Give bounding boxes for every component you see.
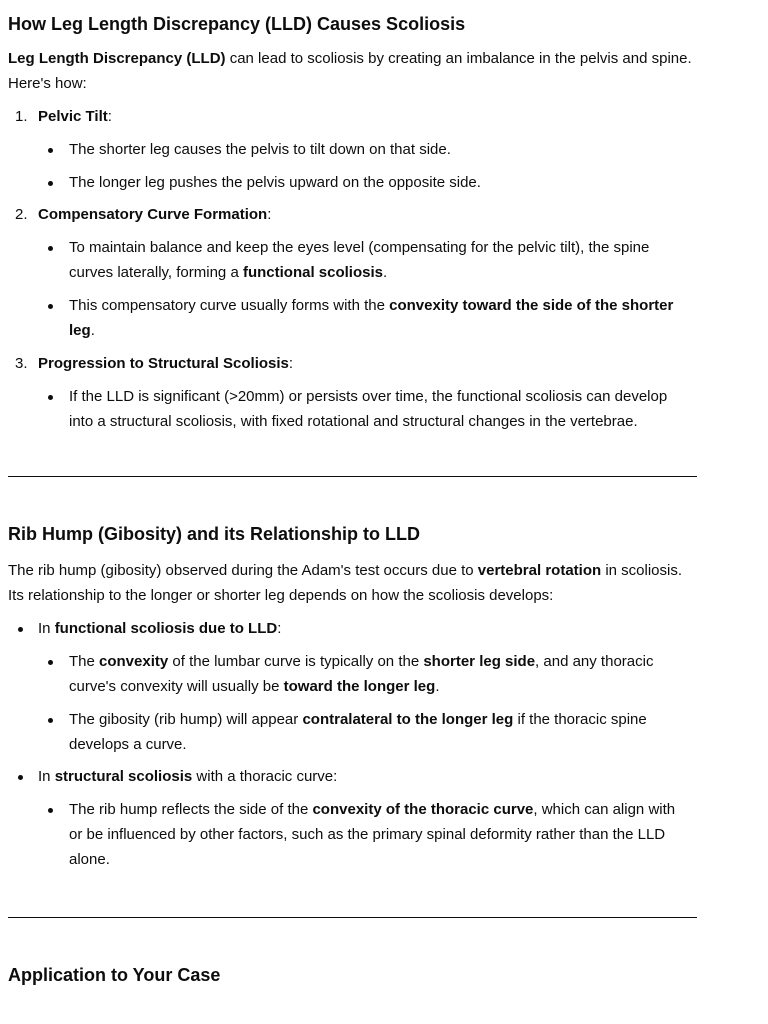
bullet-dot <box>48 148 53 153</box>
section-heading-lld-causes: How Leg Length Discrepancy (LLD) Causes Scoliosis <box>8 14 466 34</box>
bullet-item: The gibosity (rib hump) will appear contralateral to the longer leg if the thoracic spine develops a curve. <box>8 707 698 757</box>
section1-intro <box>8 46 698 96</box>
bullet-item: To maintain balance and keep the eyes level (compensating for the pelvic tilt), the spine curves laterally, forming a functional scoliosis. <box>8 235 698 285</box>
bullet-dot <box>48 660 53 665</box>
bullet-bold: convexity toward the side of the shorter leg <box>69 297 674 339</box>
bullet-item: The rib hump reflects the side of the convexity of the thoracic curve, which can align with or be influenced by other factors, such as the primary spinal deformity rather than the LLD alone. <box>8 797 698 872</box>
bullet-text: The longer leg pushes the pelvis upward on the opposite side. <box>69 174 481 191</box>
document <box>8 0 698 987</box>
bullet-item: This compensatory curve usually forms with the convexity toward the side of the shorter leg. <box>8 293 698 343</box>
intro-bold-term: vertebral rotation <box>477 562 602 579</box>
bullet-text: This compensatory curve usually forms with the <box>69 297 390 314</box>
bullet-dot <box>18 775 23 780</box>
bullet-dot <box>48 718 53 723</box>
bullet-item <box>8 137 698 162</box>
bullet-text: The shorter leg causes the pelvis to tilt down on that side. <box>69 141 451 158</box>
bullet-item: The convexity of the lumbar curve is typically on the shorter leg side, and any thoracic curve's convexity will usually be toward the longer leg. <box>8 649 698 699</box>
list-item-pelvic-tilt: 1. Pelvic Tilt: <box>8 104 698 129</box>
bullet-text: To maintain balance and keep the eyes level (compensating for the pelvic tilt), the spine curves laterally, forming a <box>69 239 650 281</box>
list-item-title: Compensatory Curve Formation <box>38 206 268 223</box>
bullet-dot <box>48 246 53 251</box>
bullet-dot <box>18 627 23 632</box>
bullet-dot <box>48 395 53 400</box>
section-divider <box>8 917 697 918</box>
bullet-item <box>8 170 698 195</box>
list-item-progression: 3. Progression to Structural Scoliosis: <box>8 351 698 376</box>
list-number: 3. <box>15 355 28 372</box>
intro-text: can lead to scoliosis by creating an imbalance in the pelvis and spine. Here's how: <box>8 50 692 92</box>
bullet-text: If the LLD is significant (>20mm) or persists over time, the functional scoliosis can develop into a structural scoliosis, with fixed rotational and structural changes in the vertebrae. <box>69 388 668 430</box>
list-item-compensatory-curve: 2. Compensatory Curve Formation: <box>8 202 698 227</box>
bullet-dot <box>48 181 53 186</box>
list-item-structural: In structural scoliosis with a thoracic curve: <box>8 764 698 789</box>
list-item-title: Progression to Structural Scoliosis <box>38 355 289 372</box>
section-heading-rib-hump: Rib Hump (Gibosity) and its Relationship to LLD <box>8 524 420 544</box>
bullet-dot <box>48 808 53 813</box>
bullet-dot <box>48 304 53 309</box>
bullet-bold: functional scoliosis due to LLD <box>54 620 278 637</box>
intro-bold-term: Leg Length Discrepancy (LLD) <box>8 50 226 67</box>
section-heading-application: Application to Your Case <box>8 965 221 985</box>
list-item-title: Pelvic Tilt <box>38 108 108 125</box>
bullet-bold: structural scoliosis <box>54 768 193 785</box>
list-item-functional: In functional scoliosis due to LLD: <box>8 616 698 641</box>
list-number: 2. <box>15 206 28 223</box>
bullet-bold: functional scoliosis <box>242 264 383 281</box>
list-number: 1. <box>15 108 28 125</box>
section2-intro: The rib hump (gibosity) observed during the Adam's test occurs due to vertebral rotation in scoliosis. Its relationship to the longer or shorter leg depends on how the scoliosis develops: <box>8 562 683 604</box>
bullet-list <box>8 616 698 872</box>
numbered-list <box>8 104 698 434</box>
bullet-item <box>8 384 698 434</box>
section-divider <box>8 476 697 477</box>
